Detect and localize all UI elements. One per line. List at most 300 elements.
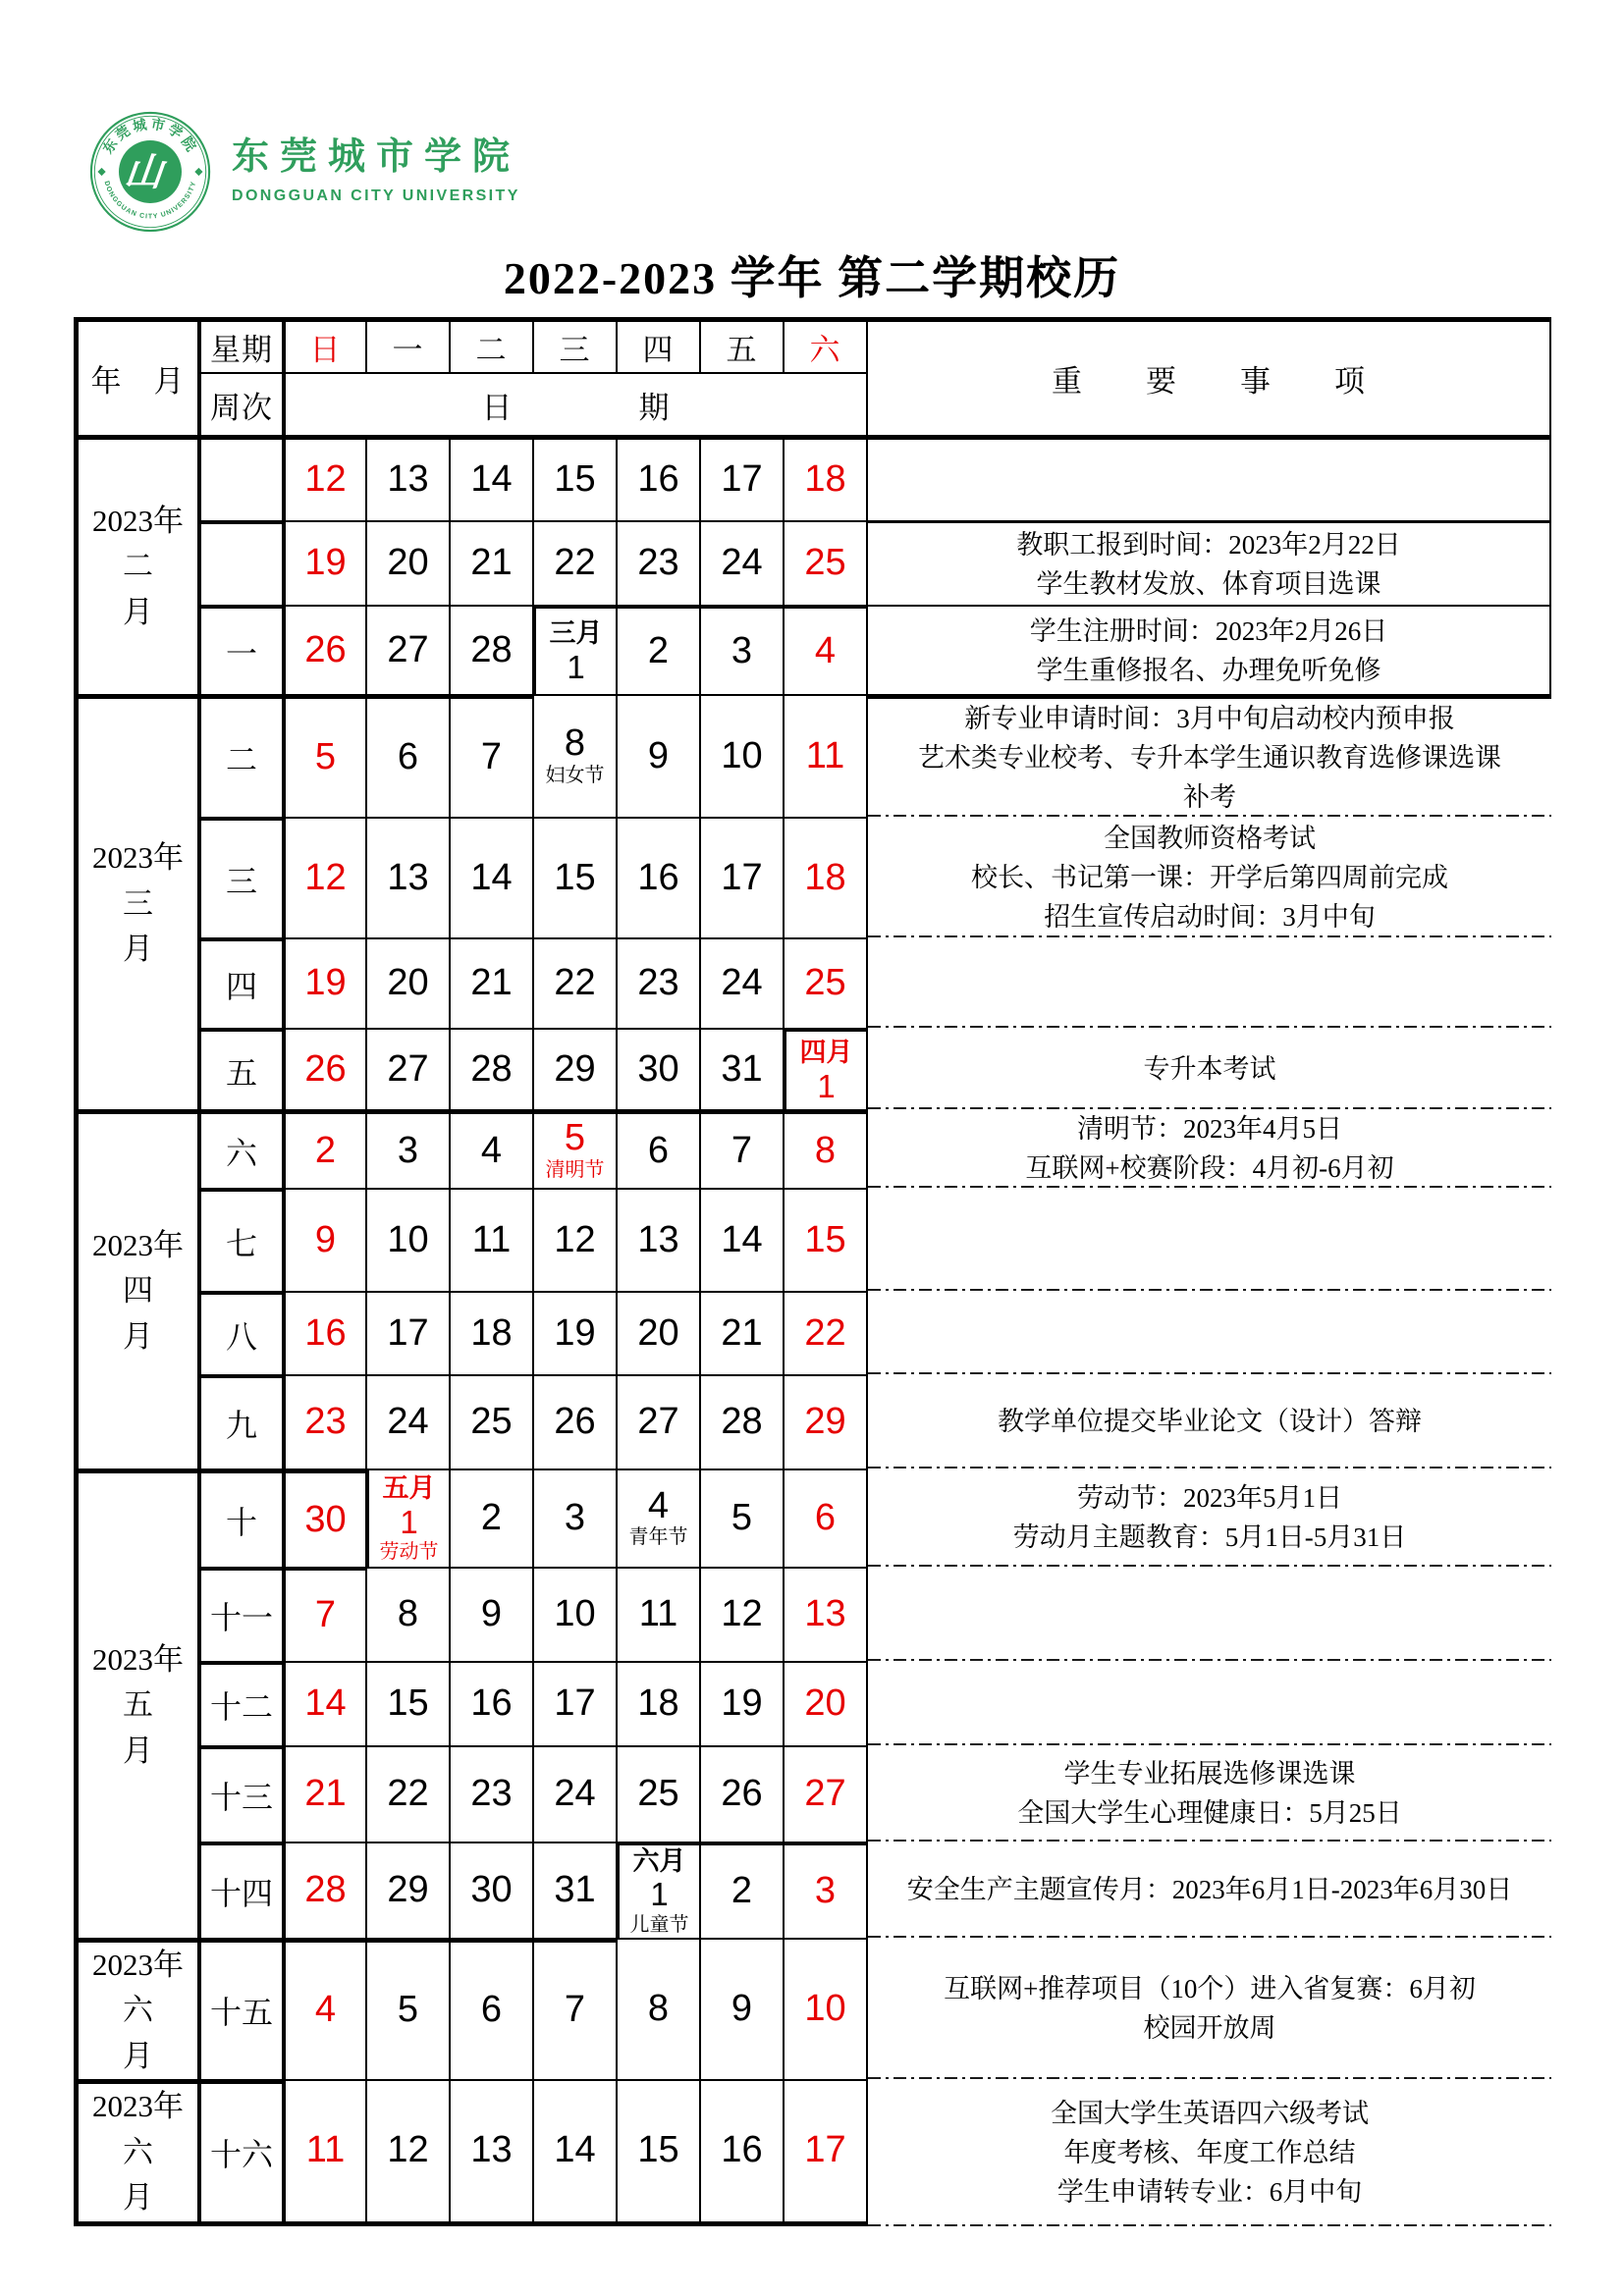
university-seal-icon <box>88 110 212 234</box>
day-number: 14 <box>554 2129 596 2171</box>
day-number: 10 <box>721 734 763 776</box>
day-number: 17 <box>721 856 763 898</box>
note-line: 招生宣传启动时间：3月中旬 <box>1044 901 1376 932</box>
day-name-cell: 五 <box>699 317 783 372</box>
day-cell <box>783 1938 866 2080</box>
note-line: 学生教材发放、体育项目选课 <box>1036 568 1381 599</box>
day-number: 31 <box>721 1047 763 1090</box>
day-name-cell: 六 <box>783 317 866 372</box>
day-cell <box>282 2079 365 2226</box>
note-line: 全国大学生心理健康日：5月25日 <box>1017 1798 1402 1828</box>
day-number: 5 <box>397 1989 419 2031</box>
note-line: 校园开放周 <box>1143 2012 1276 2043</box>
day-cell <box>616 1374 699 1468</box>
day-cell <box>532 1028 616 1109</box>
month-cell <box>74 2079 197 2226</box>
svg-text:东莞城市学院: 东莞城市学院 <box>100 116 200 157</box>
notes-cell <box>866 1468 1551 1567</box>
calendar-week-row <box>74 817 1551 937</box>
day-cell <box>699 937 783 1028</box>
day-cell <box>365 1374 449 1468</box>
day-number: 25 <box>637 1773 679 1815</box>
notes-cell <box>866 1188 1551 1291</box>
day-number: 26 <box>304 1047 347 1090</box>
day-number: 7 <box>564 1989 586 2031</box>
note-line: 清明节：2023年4月5日 <box>1077 1114 1342 1144</box>
day-number: 9 <box>647 734 670 776</box>
day-number: 6 <box>480 1989 503 2031</box>
day-number: 25 <box>804 542 846 584</box>
month-cell <box>74 1109 197 1468</box>
day-number: 7 <box>480 736 503 778</box>
week-number-cell: 一 <box>197 605 282 694</box>
day-number: 21 <box>304 1773 347 1815</box>
day-cell <box>783 694 866 817</box>
day-number: 1 <box>817 1067 836 1104</box>
day-number: 21 <box>470 542 513 584</box>
day-cell <box>282 1661 365 1745</box>
day-cell <box>365 937 449 1028</box>
day-cell <box>783 817 866 937</box>
note-line: 艺术类专业校考、专升本学生通识教育选修课选课 <box>918 743 1501 773</box>
notes-cell <box>866 1938 1551 2080</box>
month-label-line: 月 <box>123 2038 153 2073</box>
day-number: 1 <box>567 648 585 685</box>
day-cell <box>532 1842 616 1938</box>
day-number: 27 <box>637 1401 679 1443</box>
note-line: 学生注册时间：2023年2月26日 <box>1029 615 1388 646</box>
note-line: 校长、书记第一课：开学后第四周前完成 <box>971 862 1448 892</box>
day-number: 16 <box>637 458 679 501</box>
day-number: 28 <box>304 1868 347 1910</box>
week-number-cell: 六 <box>197 1109 282 1188</box>
notes-cell <box>866 694 1551 817</box>
day-number: 25 <box>470 1401 513 1443</box>
notes-cell <box>866 1745 1551 1842</box>
day-name-cell: 二 <box>449 317 532 372</box>
day-number: 21 <box>470 962 513 1004</box>
notes-cell <box>866 1567 1551 1661</box>
month-label-line: 六 <box>123 1993 153 2028</box>
day-cell <box>365 1028 449 1109</box>
day-cell <box>783 605 866 694</box>
day-cell <box>532 520 616 605</box>
festival-label: 妇女节 <box>545 764 605 786</box>
calendar-week-row <box>74 1745 1551 1842</box>
day-cell <box>699 1842 783 1938</box>
day-number: 27 <box>387 1047 429 1090</box>
day-number: 15 <box>637 2129 679 2171</box>
notes-cell <box>866 1028 1551 1109</box>
header-date-span-cell: 日 期 <box>282 372 866 435</box>
day-number: 8 <box>647 1987 670 2029</box>
day-name-cell: 一 <box>365 317 449 372</box>
day-number: 22 <box>554 962 596 1004</box>
day-cell <box>365 1468 449 1567</box>
day-number: 7 <box>731 1129 753 1171</box>
calendar-week-row <box>74 520 1551 605</box>
day-cell <box>532 1291 616 1374</box>
day-cell <box>616 937 699 1028</box>
week-number-cell: 三 <box>197 817 282 937</box>
day-cell <box>449 1468 532 1567</box>
day-cell <box>449 435 532 520</box>
day-cell <box>449 937 532 1028</box>
month-label-line: 四 <box>123 1273 153 1308</box>
day-cell <box>449 1374 532 1468</box>
month-label-line: 三 <box>123 885 153 921</box>
page-title: 2022-2023 学年 第二学期校历 <box>503 253 1121 303</box>
day-cell <box>783 1374 866 1468</box>
day-number: 15 <box>554 458 596 501</box>
day-number: 19 <box>721 1682 763 1725</box>
week-number-cell: 十四 <box>197 1842 282 1938</box>
day-number: 17 <box>554 1682 596 1725</box>
day-cell <box>699 1374 783 1468</box>
university-name-en: DONGGUAN CITY UNIVERSITY <box>232 187 520 204</box>
calendar-week-row <box>74 1374 1551 1468</box>
festival-label: 清明节 <box>545 1158 605 1181</box>
festival-label: 儿童节 <box>629 1913 689 1936</box>
notes-cell <box>866 1291 1551 1374</box>
day-cell <box>783 1468 866 1567</box>
day-number: 24 <box>721 542 763 584</box>
notes-cell <box>866 1661 1551 1745</box>
note-line: 全国大学生英语四六级考试 <box>1051 2098 1369 2128</box>
day-number: 22 <box>804 1311 846 1354</box>
day-cell <box>616 1028 699 1109</box>
day-cell <box>532 1938 616 2080</box>
day-number: 4 <box>314 1989 337 2031</box>
day-cell <box>783 1291 866 1374</box>
day-number: 10 <box>804 1987 846 2029</box>
svg-text:DONGGUAN CITY UNIVERSITY: DONGGUAN CITY UNIVERSITY <box>102 180 198 221</box>
week-number-cell <box>197 435 282 520</box>
dash-dot-divider <box>868 2224 1551 2226</box>
day-number: 26 <box>554 1401 596 1443</box>
day-number: 23 <box>637 962 679 1004</box>
calendar-week-row <box>74 937 1551 1028</box>
day-number: 7 <box>314 1594 337 1636</box>
week-number-cell: 十二 <box>197 1661 282 1745</box>
month-label-line: 2023年 <box>92 840 184 876</box>
day-cell <box>532 694 616 817</box>
day-cell <box>616 1842 699 1938</box>
day-number: 11 <box>805 734 845 776</box>
day-number: 17 <box>387 1311 429 1354</box>
day-number: 13 <box>804 1593 846 1635</box>
day-cell <box>365 605 449 694</box>
day-number: 14 <box>721 1218 763 1260</box>
day-number: 10 <box>554 1593 596 1635</box>
university-logo <box>88 110 520 234</box>
note-line: 教学单位提交毕业论文（设计）答辩 <box>998 1407 1422 1436</box>
day-cell <box>699 817 783 937</box>
day-number: 15 <box>387 1682 429 1725</box>
day-cell <box>783 1109 866 1188</box>
day-cell <box>282 1938 365 2080</box>
week-number-cell: 七 <box>197 1188 282 1291</box>
day-number: 16 <box>637 856 679 898</box>
month-label-line: 2023年 <box>92 1947 184 1982</box>
day-number: 27 <box>804 1773 846 1815</box>
calendar-week-row <box>74 1661 1551 1745</box>
day-cell <box>365 435 449 520</box>
day-number: 30 <box>470 1868 513 1910</box>
day-cell <box>532 1109 616 1188</box>
calendar-week-row <box>74 1291 1551 1374</box>
month-start-label: 五月 <box>382 1473 436 1504</box>
day-cell <box>365 1291 449 1374</box>
day-cell <box>365 1842 449 1938</box>
day-cell <box>532 817 616 937</box>
day-number: 24 <box>721 962 763 1004</box>
day-number: 2 <box>314 1129 337 1171</box>
week-number-cell: 二 <box>197 694 282 817</box>
day-name-cell: 三 <box>532 317 616 372</box>
day-cell <box>783 1028 866 1109</box>
day-number: 2 <box>647 629 670 671</box>
day-number: 13 <box>470 2129 513 2171</box>
day-number: 12 <box>387 2129 429 2171</box>
day-cell <box>616 1291 699 1374</box>
calendar-table <box>74 317 1551 2226</box>
month-label-line: 月 <box>123 2180 153 2216</box>
day-number: 29 <box>554 1047 596 1090</box>
month-label-line: 2023年 <box>92 1641 184 1677</box>
day-cell <box>699 1468 783 1567</box>
day-number: 27 <box>387 628 429 670</box>
notes-cell <box>866 937 1551 1028</box>
day-cell <box>449 694 532 817</box>
day-number: 28 <box>470 1047 513 1090</box>
day-number: 1 <box>650 1876 669 1913</box>
day-cell <box>616 1661 699 1745</box>
day-cell <box>783 1567 866 1661</box>
month-label-line: 二 <box>123 549 153 584</box>
day-cell <box>616 1109 699 1188</box>
month-label-line: 月 <box>123 1318 153 1354</box>
day-cell <box>532 1374 616 1468</box>
month-label-line: 2023年 <box>92 2089 184 2124</box>
month-cell <box>74 694 197 1109</box>
day-cell <box>616 605 699 694</box>
day-cell <box>282 1567 365 1661</box>
day-number: 23 <box>470 1773 513 1815</box>
day-cell <box>449 1188 532 1291</box>
day-cell <box>783 435 866 520</box>
notes-cell <box>866 435 1551 520</box>
day-number: 9 <box>314 1218 337 1260</box>
day-cell <box>616 1567 699 1661</box>
notes-header-cell: 重 要 事 项 <box>866 317 1551 435</box>
day-cell <box>616 817 699 937</box>
day-number: 23 <box>304 1401 347 1443</box>
note-line: 劳动节：2023年5月1日 <box>1077 1483 1342 1513</box>
day-cell <box>449 1567 532 1661</box>
day-number: 26 <box>721 1773 763 1815</box>
calendar-week-row <box>74 2079 1551 2226</box>
calendar-week-row <box>74 1188 1551 1291</box>
day-cell <box>532 1468 616 1567</box>
month-cell <box>74 1468 197 1938</box>
day-number: 12 <box>554 1218 596 1260</box>
day-cell <box>449 1109 532 1188</box>
day-number: 3 <box>564 1497 586 1539</box>
day-number: 16 <box>304 1311 347 1354</box>
calendar-week-row <box>74 605 1551 694</box>
day-cell <box>616 1188 699 1291</box>
day-cell <box>282 1291 365 1374</box>
day-cell <box>282 1188 365 1291</box>
day-number: 18 <box>637 1682 679 1725</box>
day-number: 5 <box>731 1497 753 1539</box>
day-cell <box>449 1938 532 2080</box>
month-label-line: 2023年 <box>92 1227 184 1262</box>
day-cell <box>282 1109 365 1188</box>
day-cell <box>532 1567 616 1661</box>
day-number: 18 <box>470 1311 513 1354</box>
note-line: 学生申请转专业：6月中旬 <box>1056 2176 1363 2207</box>
day-cell <box>282 605 365 694</box>
month-label-line: 2023年 <box>92 503 184 538</box>
day-cell <box>365 1109 449 1188</box>
day-number: 13 <box>387 458 429 501</box>
month-cell <box>74 435 197 694</box>
day-number: 14 <box>470 458 513 501</box>
day-cell <box>783 2079 866 2226</box>
week-number-cell: 十六 <box>197 2079 282 2226</box>
day-cell <box>699 694 783 817</box>
day-cell <box>699 2079 783 2226</box>
day-number: 12 <box>721 1593 763 1635</box>
day-cell <box>449 817 532 937</box>
day-number: 2 <box>731 1869 753 1911</box>
calendar-week-row <box>74 1842 1551 1938</box>
month-start-label: 六月 <box>632 1846 686 1876</box>
day-number: 3 <box>397 1129 419 1171</box>
note-line: 补考 <box>1183 782 1236 812</box>
day-cell <box>365 1188 449 1291</box>
note-line: 安全生产主题宣传月：2023年6月1日-2023年6月30日 <box>906 1874 1513 1904</box>
day-cell <box>532 1661 616 1745</box>
day-number: 3 <box>731 629 753 671</box>
day-cell <box>532 2079 616 2226</box>
note-line: 教职工报到时间：2023年2月22日 <box>1016 529 1401 560</box>
day-cell <box>699 1745 783 1842</box>
day-number: 10 <box>387 1218 429 1260</box>
note-line: 互联网+校赛阶段：4月初-6月初 <box>1025 1153 1394 1183</box>
day-cell <box>616 2079 699 2226</box>
calendar-week-row <box>74 1938 1551 2080</box>
day-number: 20 <box>387 962 429 1004</box>
day-number: 11 <box>305 2129 346 2171</box>
day-cell <box>532 937 616 1028</box>
note-line: 劳动月主题教育：5月1日-5月31日 <box>1012 1522 1407 1552</box>
week-number-cell: 五 <box>197 1028 282 1109</box>
day-number: 13 <box>387 856 429 898</box>
day-cell <box>282 694 365 817</box>
day-number: 3 <box>814 1869 837 1911</box>
week-number-cell: 十五 <box>197 1938 282 2080</box>
day-cell <box>699 435 783 520</box>
month-label-line: 月 <box>123 594 153 629</box>
day-cell <box>616 1468 699 1567</box>
day-cell <box>449 1661 532 1745</box>
day-number: 4 <box>647 1484 670 1526</box>
day-cell <box>282 1842 365 1938</box>
university-name-cn: 东莞城市学院 <box>232 136 521 178</box>
day-number: 17 <box>721 458 763 501</box>
day-number: 8 <box>564 722 586 765</box>
day-cell <box>365 817 449 937</box>
day-cell <box>699 1567 783 1661</box>
day-cell <box>365 1745 449 1842</box>
month-start-label: 四月 <box>799 1038 853 1068</box>
day-number: 14 <box>470 856 513 898</box>
notes-cell <box>866 605 1551 694</box>
calendar-week-row <box>74 694 1551 817</box>
day-number: 20 <box>387 542 429 584</box>
day-cell <box>365 1661 449 1745</box>
day-number: 29 <box>387 1868 429 1910</box>
calendar-week-row <box>74 435 1551 520</box>
day-number: 6 <box>814 1497 837 1539</box>
day-cell <box>616 520 699 605</box>
day-number: 29 <box>804 1401 846 1443</box>
day-cell <box>699 1661 783 1745</box>
day-cell <box>365 1938 449 2080</box>
day-name-cell: 日 <box>282 317 365 372</box>
day-number: 28 <box>721 1401 763 1443</box>
day-number: 24 <box>554 1773 596 1815</box>
day-number: 21 <box>721 1311 763 1354</box>
day-number: 2 <box>480 1497 503 1539</box>
note-line: 学生重修报名、办理免听免修 <box>1036 655 1381 685</box>
day-number: 28 <box>470 628 513 670</box>
day-cell <box>449 1028 532 1109</box>
day-name-cell: 四 <box>616 317 699 372</box>
month-start-label: 三月 <box>549 618 603 649</box>
day-cell <box>699 1109 783 1188</box>
day-number: 25 <box>804 962 846 1004</box>
day-cell <box>783 1188 866 1291</box>
header-weekday-cell: 星期 <box>197 317 282 372</box>
calendar-week-row <box>74 1028 1551 1109</box>
header-week-no-cell: 周次 <box>197 372 282 435</box>
note-line: 新专业申请时间：3月中旬启动校内预申报 <box>964 704 1455 733</box>
week-number-cell: 四 <box>197 937 282 1028</box>
day-number: 12 <box>304 856 347 898</box>
day-number: 6 <box>647 1129 670 1171</box>
week-number-cell: 十三 <box>197 1745 282 1842</box>
day-number: 19 <box>304 962 347 1004</box>
day-cell <box>616 435 699 520</box>
day-cell <box>365 694 449 817</box>
day-cell <box>449 1842 532 1938</box>
day-number: 4 <box>480 1129 503 1171</box>
day-cell <box>365 2079 449 2226</box>
day-cell <box>282 1468 365 1567</box>
day-number: 11 <box>638 1593 678 1635</box>
day-number: 19 <box>554 1311 596 1354</box>
month-cell <box>74 1938 197 2080</box>
day-number: 18 <box>804 856 846 898</box>
day-cell <box>282 937 365 1028</box>
day-number: 11 <box>471 1218 512 1260</box>
day-cell <box>783 1842 866 1938</box>
day-number: 30 <box>637 1047 679 1090</box>
